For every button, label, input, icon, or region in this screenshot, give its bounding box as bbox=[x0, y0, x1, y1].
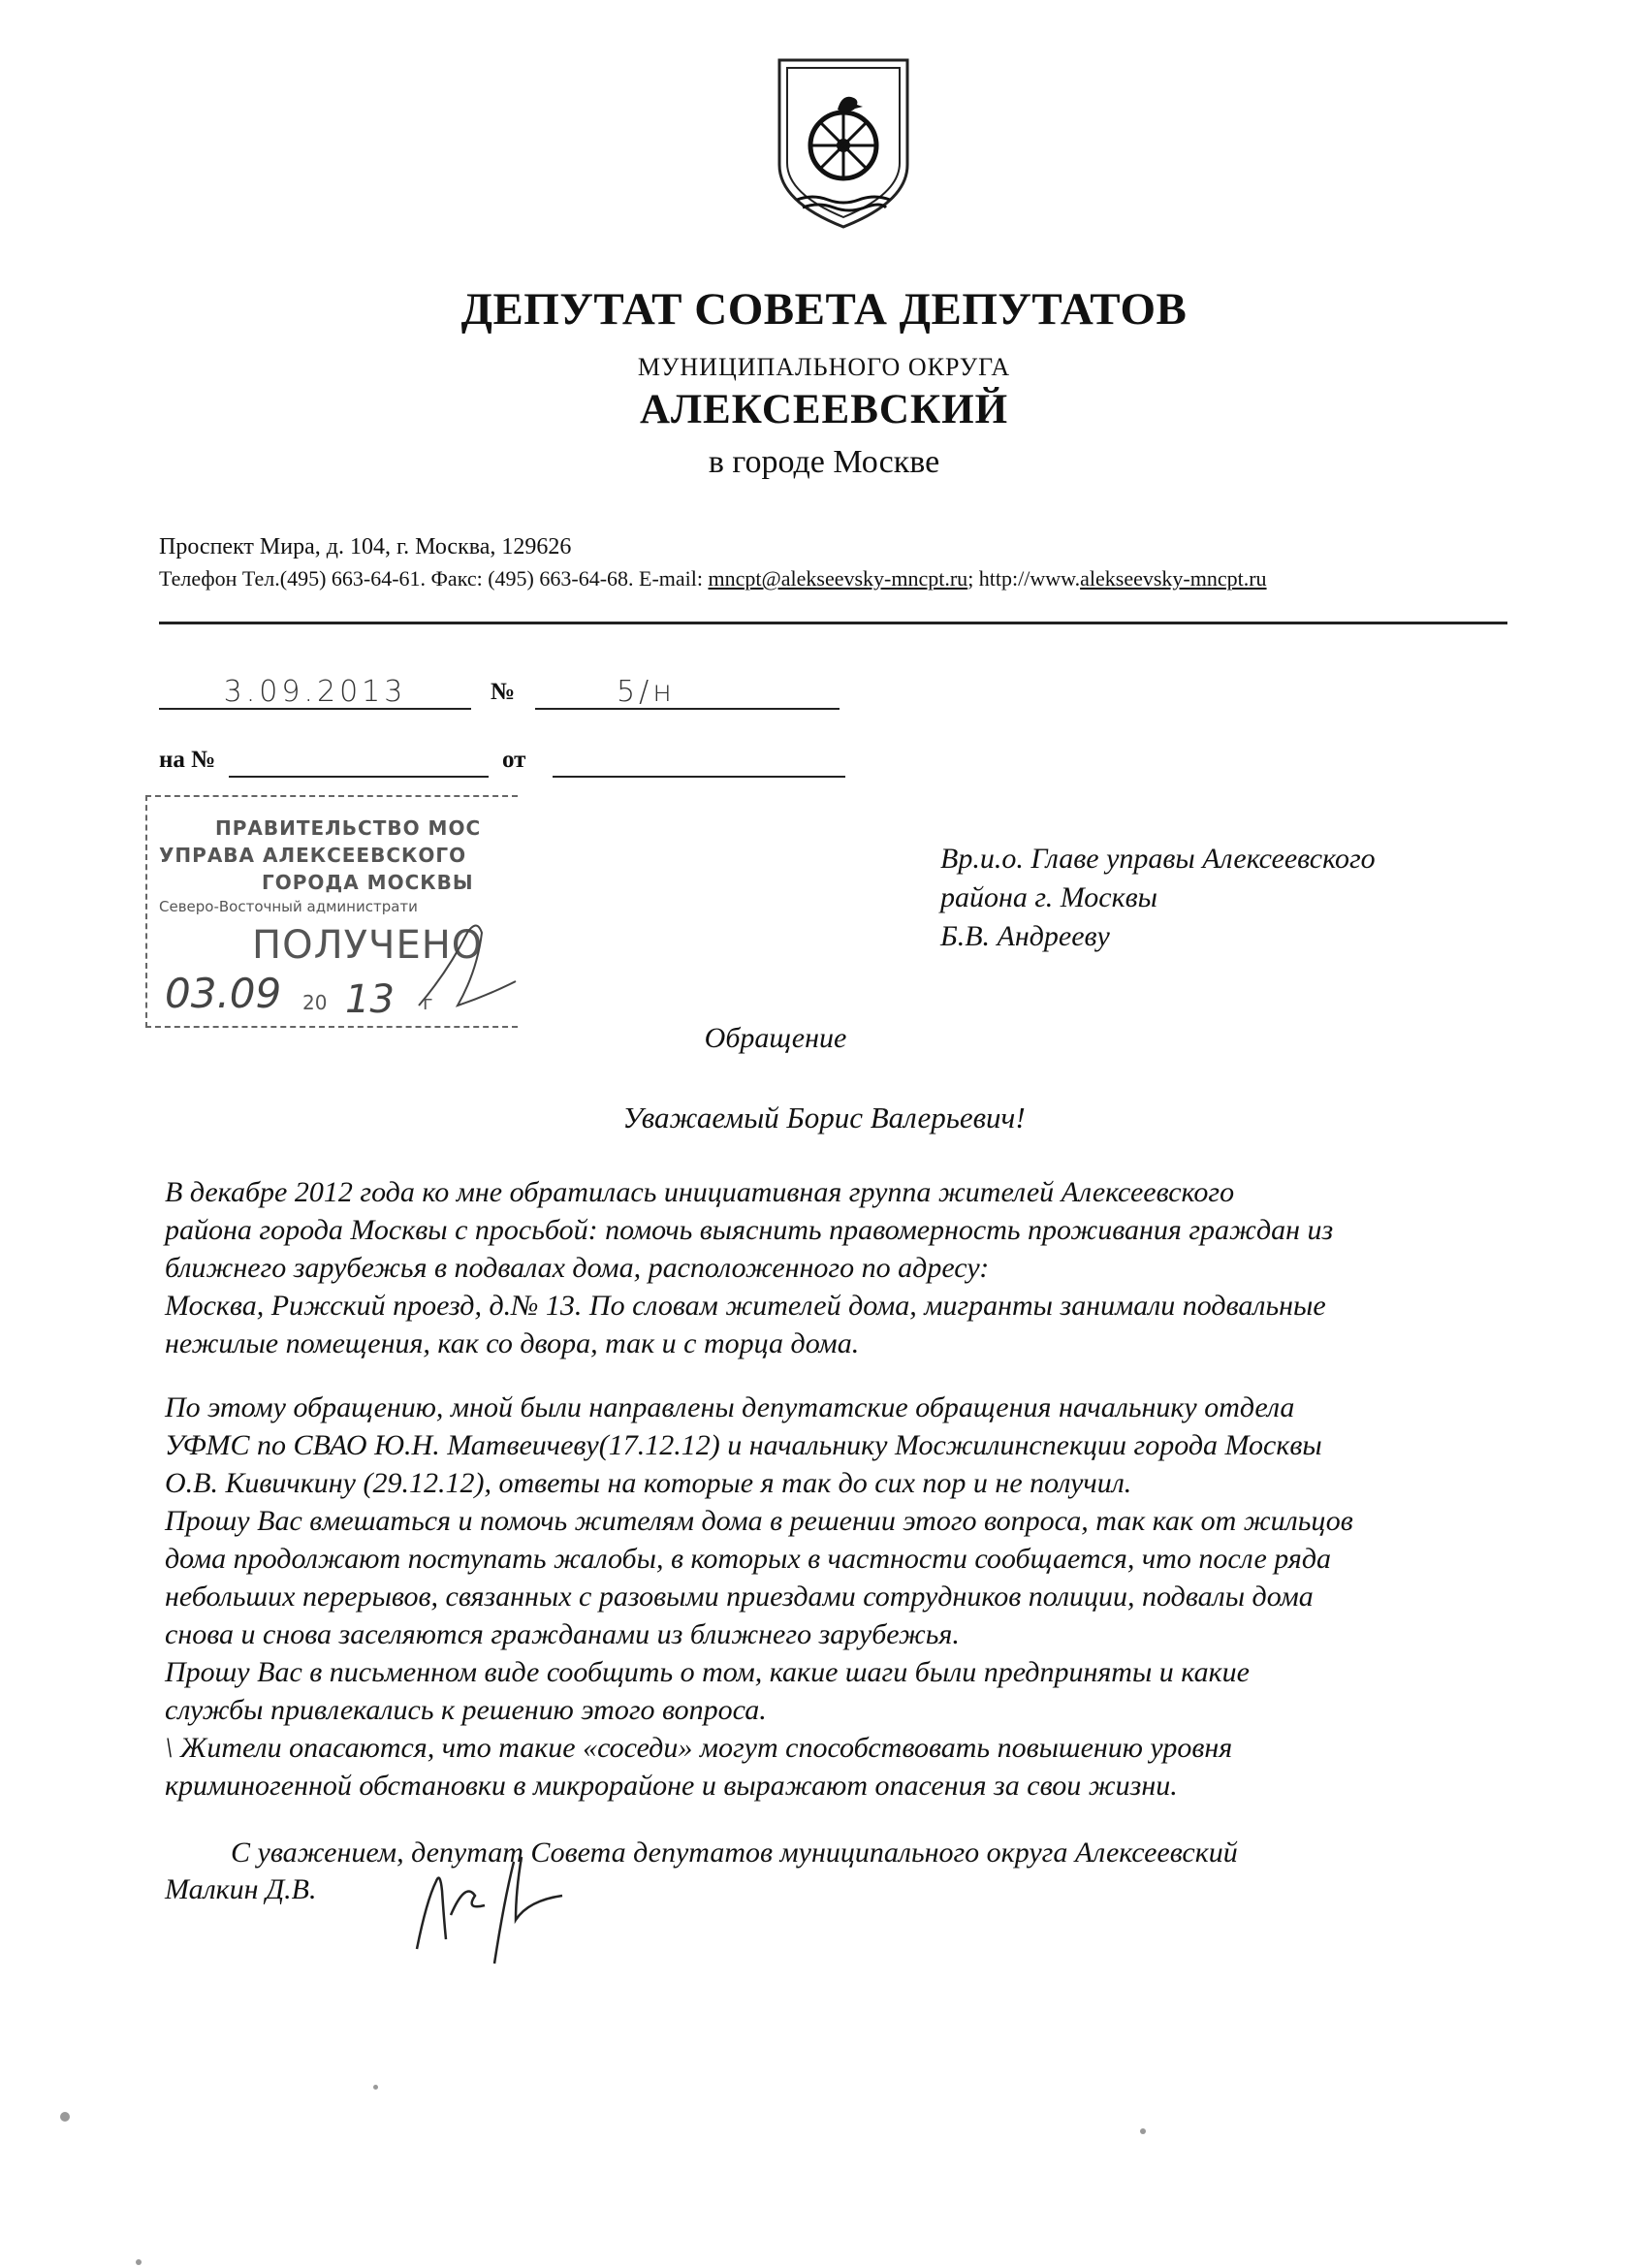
website-link[interactable]: alekseevsky-mncpt.ru bbox=[1080, 566, 1267, 591]
header-divider bbox=[159, 622, 1507, 624]
stamp-line-1: ПРАВИТЕЛЬСТВО МОС bbox=[215, 816, 482, 840]
registration-date: 3.09.2013 bbox=[159, 675, 471, 710]
letter-greeting: Уважаемый Борис Валерьевич! bbox=[622, 1101, 1026, 1134]
stamp-received: ПОЛУЧЕНО bbox=[252, 923, 484, 968]
letterhead-title: ДЕПУТАТ СОВЕТА ДЕПУТАТОВ bbox=[460, 284, 1188, 335]
email-link[interactable]: mncpt@alekseevsky-mncpt.ru bbox=[708, 566, 968, 591]
scan-speck bbox=[60, 2112, 70, 2122]
phone-fax: Телефон Тел.(495) 663-64-61. Факс: (495) 663-64-68. E-mail: bbox=[159, 566, 709, 591]
addressee-block bbox=[940, 840, 1376, 956]
registration-number-label: № bbox=[491, 679, 516, 705]
stamp-day: 03.09 bbox=[165, 970, 282, 1017]
stamp-signature-mark bbox=[409, 913, 525, 1020]
reference-number-line bbox=[229, 747, 489, 778]
reference-date-line bbox=[553, 747, 845, 778]
stamp-year: 13 bbox=[345, 977, 395, 1022]
addressee-line-3: Б.В. Андрееву bbox=[940, 920, 1110, 952]
scan-speck bbox=[373, 2085, 378, 2090]
reference-date-label: от bbox=[502, 747, 526, 773]
stamp-line-2: УПРАВА АЛЕКСЕЕВСКОГО bbox=[159, 844, 467, 867]
letter-subject: Обращение bbox=[704, 1022, 847, 1054]
registration-number: 5/н bbox=[535, 675, 840, 710]
addressee-line-1: Вр.и.о. Главе управы Алексеевского bbox=[940, 843, 1376, 875]
postal-address: Проспект Мира, д. 104, г. Москва, 129626 bbox=[159, 534, 572, 559]
stamp-year-prefix: 20 bbox=[302, 991, 328, 1014]
closing-line: С уважением, депутат Совета депутатов муниципального округа Алексеевский bbox=[231, 1837, 1238, 1869]
scan-speck bbox=[1140, 2128, 1146, 2134]
reference-number-label: на № bbox=[159, 747, 216, 773]
contact-line bbox=[159, 566, 1267, 591]
scan-speck bbox=[136, 2259, 142, 2265]
letterhead-city: в городе Москве bbox=[708, 444, 940, 480]
coat-of-arms-emblem bbox=[774, 56, 913, 231]
paragraph-1: В декабре 2012 года ко мне обратилась инициативная группа жителей Алексеевского района города Москвы с просьбой: помочь выяснить правомерность проживания граждан из ближнего зарубежья в подвалах дома, расположенного по адресу: Москва, Рижский проезд, д.№ 13. По словам жителей дома, мигранты занимали подвальные нежилые помещения, как со двора, так и с торца дома. bbox=[165, 1176, 1334, 1359]
addressee-line-2: района г. Москвы bbox=[940, 881, 1157, 913]
paragraph-4: \ Жители опасаются, что такие «соседи» могут способствовать повышению уровня криминогенной обстановки в микрорайоне и выражают опасения за свои жизни. bbox=[165, 1732, 1233, 1802]
stamp-year-suffix: г bbox=[423, 991, 433, 1014]
paragraph-3: Прошу Вас в письменном виде сообщить о том, какие шаги были предприняты и какие службы привлекались к решению этого вопроса. bbox=[165, 1656, 1250, 1726]
stamp-line-3: ГОРОДА МОСКВЫ bbox=[262, 871, 474, 894]
contact-separator: ; http://www. bbox=[967, 566, 1081, 591]
signatory-name: Малкин Д.В. bbox=[165, 1873, 317, 1905]
letterhead-subtitle: МУНИЦИПАЛЬНОГО ОКРУГА bbox=[637, 353, 1011, 381]
paragraph-2: По этому обращению, мной были направлены депутатские обращения начальнику отдела УФМС по СВАО Ю.Н. Матвеичеву(17.12.12) и начальнику Мосжилинспекции города Москвы О.В. Кивичкину (29.12.12), ответы на которые я так до сих пор и не получил. Прошу Вас вмешаться и помочь жителям дома в решении этого вопроса, так как от жильцов дома продолжают поступать жалобы, в которых в частности сообщается, что после ряда небольших перерывов, связанных с разовыми приездами сотрудников полиции, подвалы дома снова и снова заселяются гражданами из ближнего зарубежья. bbox=[165, 1391, 1353, 1650]
letterhead-district: АЛЕКСЕЕВСКИЙ bbox=[639, 387, 1009, 432]
received-stamp bbox=[145, 795, 518, 1028]
handwritten-signature bbox=[407, 1823, 582, 1968]
stamp-line-4: Северо-Восточный администрати bbox=[159, 898, 418, 915]
